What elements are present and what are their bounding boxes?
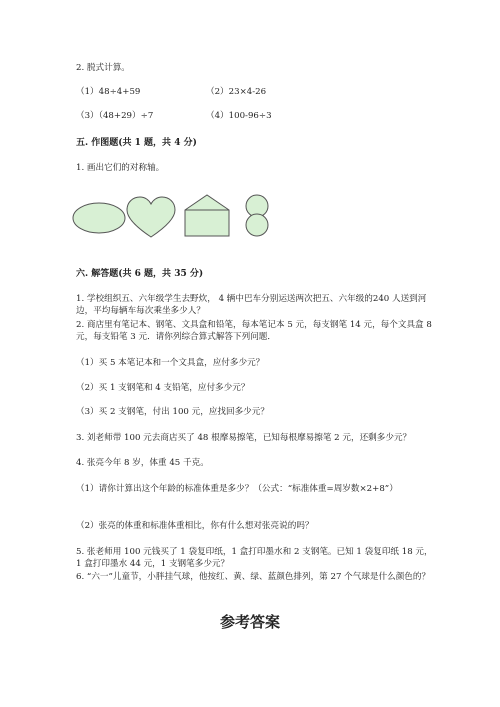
section6-q3: 3. 刘老师带 100 元去商店买了 48 根摩易擦笔，已知每根摩易擦笔 2 元，还剩多少元？ [76, 433, 412, 443]
q2-item-2: （2）23×4-26 [206, 87, 267, 97]
answer-key-title: 参考答案 [219, 613, 280, 631]
q2-item-4: （4）100-96÷3 [206, 111, 272, 121]
symmetry-shapes [70, 190, 280, 242]
section6-q2-sub3: （3）买 2 支钢笔，付出 100 元，应找回多少元？ [76, 407, 269, 417]
section6-q5: 5. 张老师用 100 元钱买了 1 袋复印纸，1 盒打印墨水和 2 支钢笔。已知 1 袋复印纸 18 元，1 盒打印墨水 44 元，1 支钢笔多少元？ [76, 547, 433, 569]
section6-q4: 4. 张亮今年 8 岁，体重 45 千克。 [76, 458, 209, 468]
section6-q2-sub1: （1）买 5 本笔记本和一个文具盒，应付多少元？ [76, 358, 265, 368]
q2-item-1: （1）48÷4+59 [76, 87, 141, 97]
section5-q1: 1. 画出它们的对称轴。 [76, 163, 165, 173]
section6-q4-sub2: （2）张亮的体重和标准体重相比，你有什么想对张亮说的吗？ [76, 521, 314, 531]
q2-title: 2. 脱式计算。 [76, 63, 130, 73]
section6-q6: 6. “六一”儿童节，小胖挂气球，他按红、黄、绿、蓝颜色排列，第 27 个气球是什么颜色的？ [76, 572, 431, 582]
section5-heading: 五. 作图题(共 1 题，共 4 分) [76, 138, 197, 148]
q2-item-3: （3）（48+29）÷7 [76, 111, 154, 121]
section6-heading: 六. 解答题(共 6 题，共 35 分) [76, 269, 204, 279]
figure-eight-bottom-circle [246, 214, 268, 236]
heart-shape [127, 197, 175, 237]
section6-q1: 1. 学校组织五、六年级学生去野炊， 4 辆中巴车分别运送两次把五、六年级的240 人送到河边，平均每辆车每次乘坐多少人？ [76, 294, 427, 316]
section6-q2-sub2: （2）买 1 支钢笔和 4 支铅笔，应付多少元？ [76, 383, 250, 393]
house-pentagon-shape [185, 195, 229, 236]
ellipse-shape [73, 203, 125, 233]
section6-q4-sub1: （1）请你计算出这个年龄的标准体重是多少？（公式：“标准体重=周岁数×2+8”） [76, 484, 398, 494]
section6-q2: 2. 商店里有笔记本、钢笔、文具盒和铅笔，每本笔记本 5 元，每支钢笔 14 元，每个文具盒 8 元，每支铅笔 3 元．请你列综合算式解答下列问题． [76, 320, 432, 342]
